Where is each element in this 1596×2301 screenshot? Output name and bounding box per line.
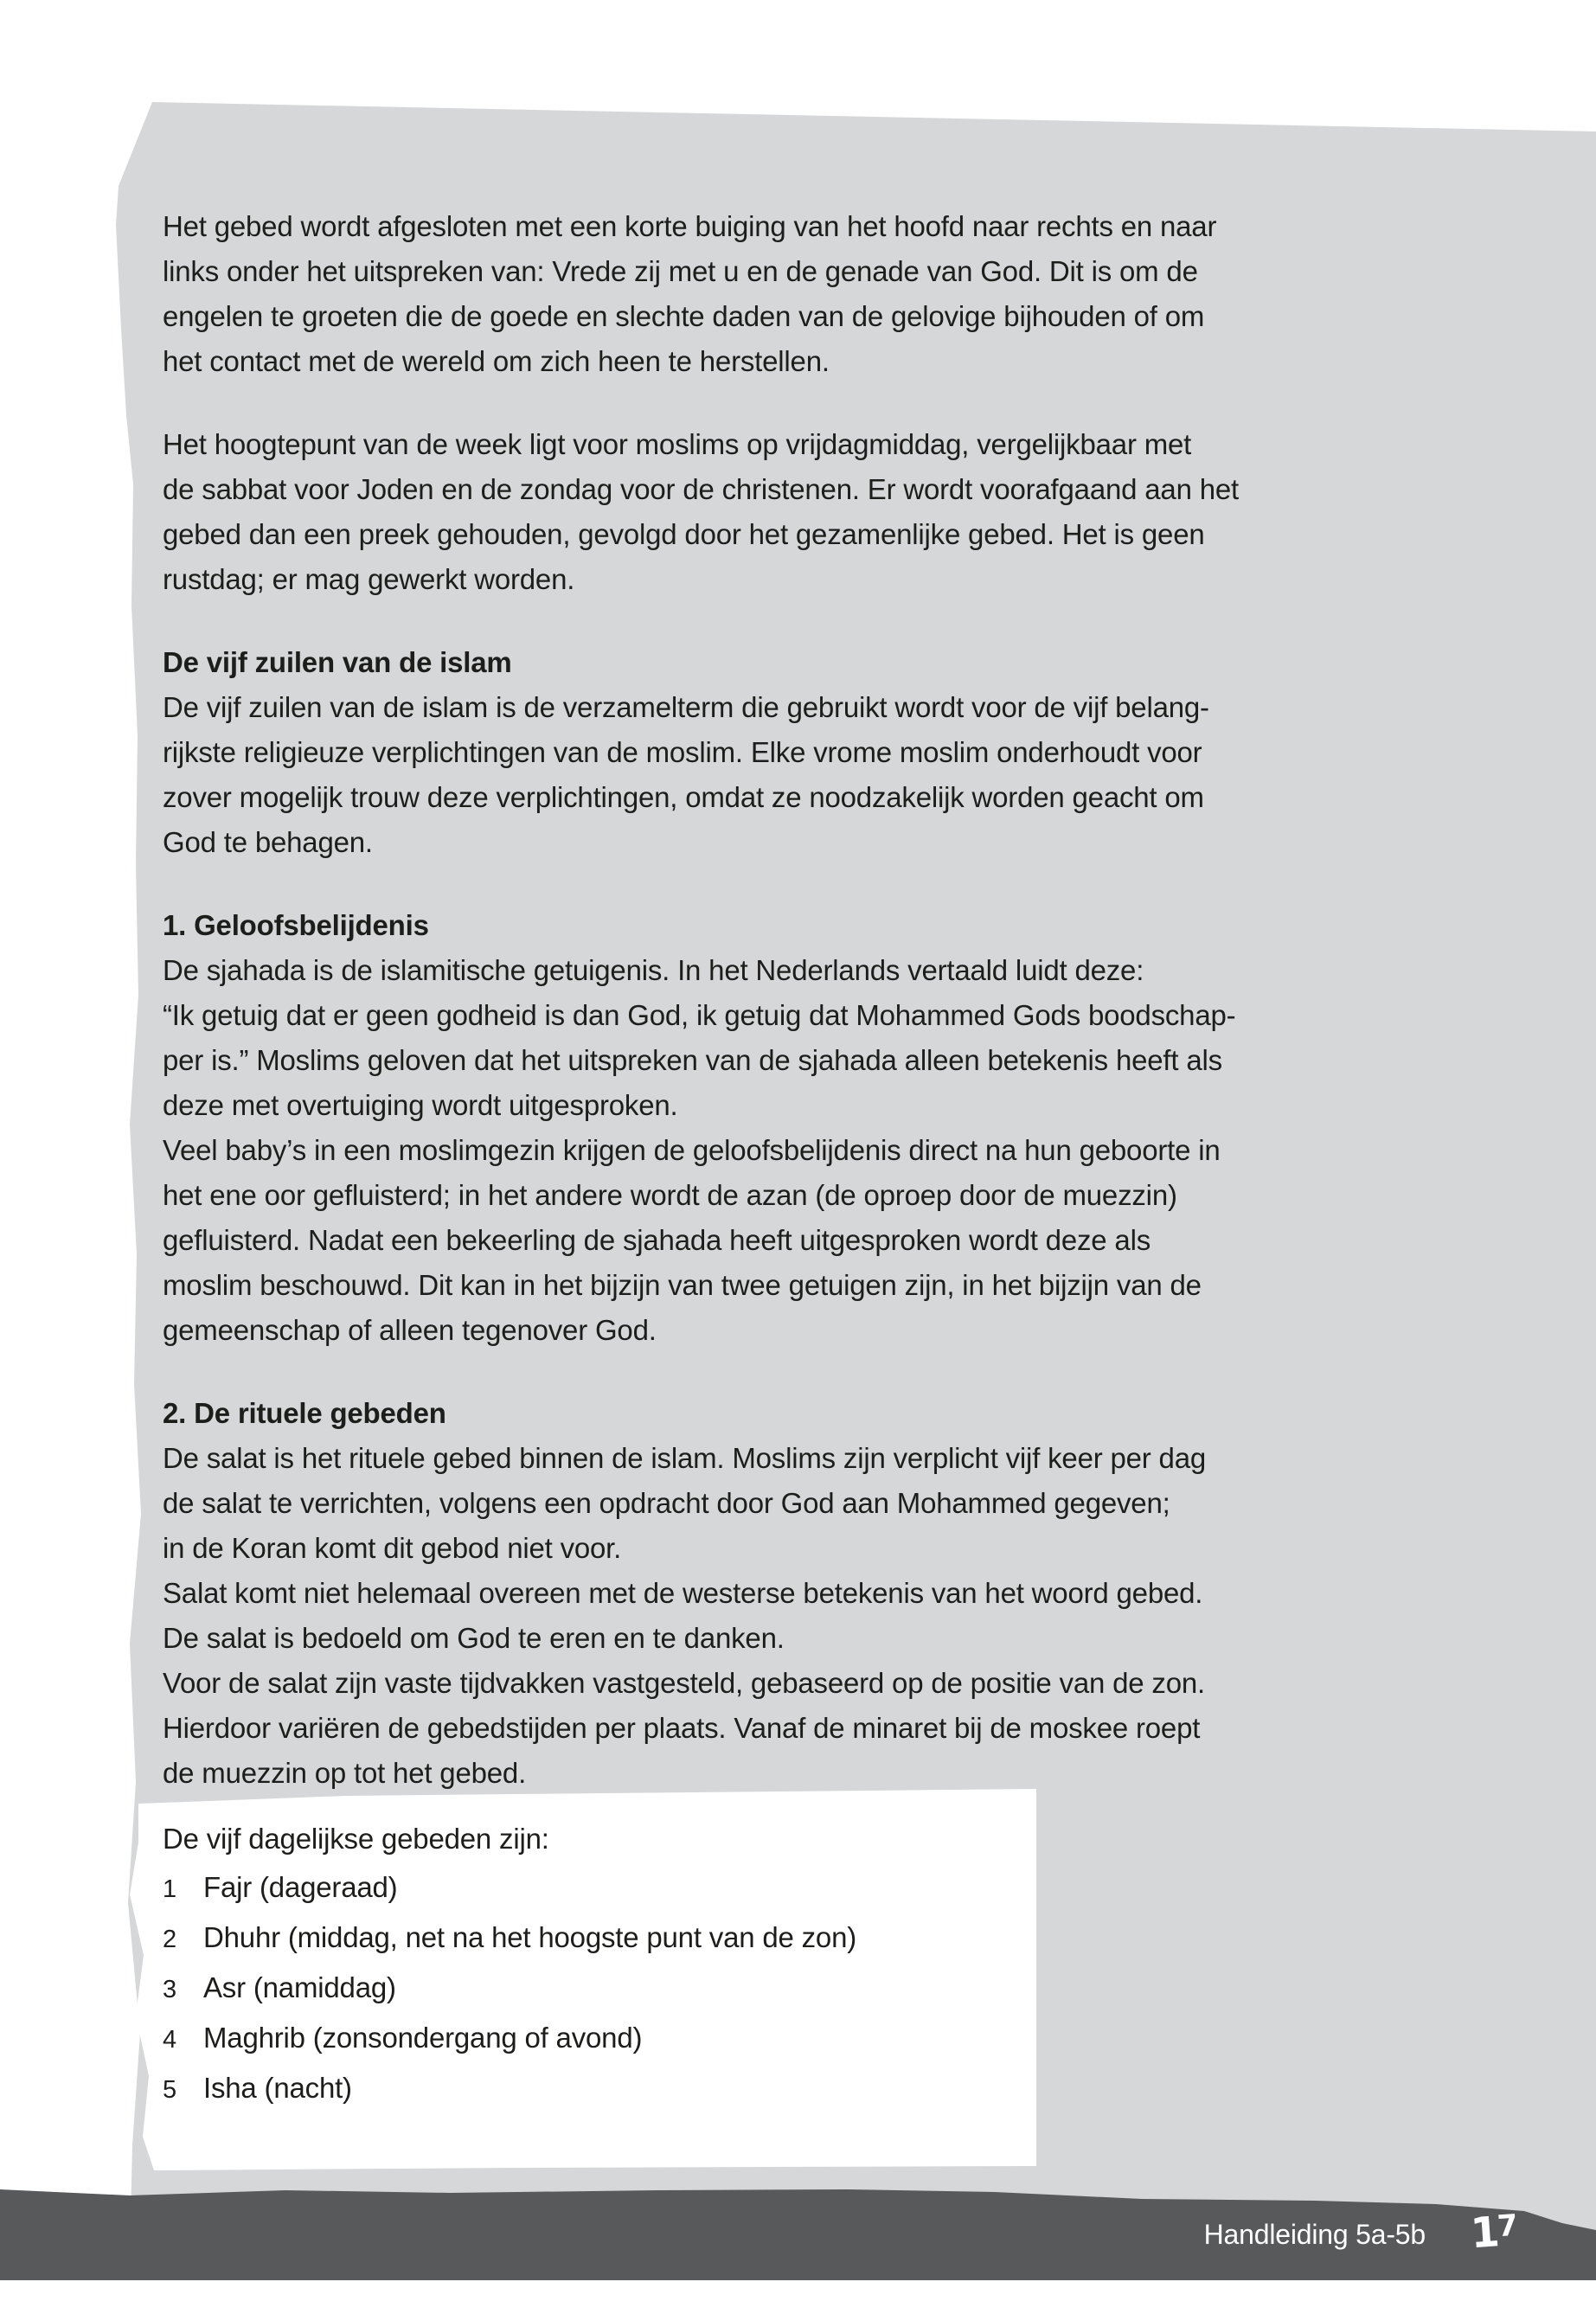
text-line: per is.” Moslims geloven dat het uitspreken van de sjahada alleen betekenis heeft als: [163, 1044, 1222, 1076]
text-line: De vijf zuilen van de islam is de verzamelterm die gebruikt wordt voor de vijf belang-: [163, 691, 1209, 723]
text-line: God te behagen.: [163, 826, 373, 858]
text-block: [163, 1391, 1239, 1796]
text-line: zover mogelijk trouw deze verplichtingen, omdat ze noodzakelijk worden geacht om: [163, 781, 1204, 813]
text-block: [163, 903, 1239, 1353]
text-line: gebed dan een preek gehouden, gevolgd door het gezamenlijke gebed. Het is geen: [163, 518, 1205, 550]
section-heading: 1. Geloofsbelijdenis: [163, 909, 429, 941]
text-line: De salat is het rituele gebed binnen de islam. Moslims zijn verplicht vijf keer per dag: [163, 1442, 1207, 1474]
text-line: moslim beschouwd. Dit kan in het bijzijn van twee getuigen zijn, in het bijzijn van de: [163, 1269, 1202, 1301]
section-heading: 2. De rituele gebeden: [163, 1397, 446, 1429]
section-heading: De vijf zuilen van de islam: [163, 646, 512, 678]
text-block: [163, 422, 1239, 602]
prayer-item-number: 5: [163, 2076, 176, 2104]
prayer-list-item: [163, 1964, 856, 2014]
text-line: De sjahada is de islamitische getuigenis. In het Nederlands vertaald luidt deze:: [163, 954, 1144, 986]
page-number-digit: 1: [1469, 2208, 1500, 2259]
prayer-item-number: 4: [163, 2026, 176, 2054]
text-line: in de Koran komt dit gebod niet voor.: [163, 1532, 622, 1564]
text-line: rijkste religieuze verplichtingen van de moslim. Elke vrome moslim onderhoudt voor: [163, 736, 1202, 768]
prayer-item-number: 1: [163, 1875, 176, 1903]
text-line: engelen te groeten die de goede en slechte daden van de gelovige bijhouden of om: [163, 300, 1205, 332]
prayer-times-box: [163, 1815, 856, 2114]
text-line: De salat is bedoeld om God te eren en te danken.: [163, 1622, 785, 1654]
prayer-list-item: [163, 2014, 856, 2064]
prayer-item-text: Fajr (dageraad): [203, 1871, 398, 1903]
text-line: de salat te verrichten, volgens een opdracht door God aan Mohammed gegeven;: [163, 1487, 1170, 1519]
text-line: deze met overtuiging wordt uitgesproken.: [163, 1089, 678, 1121]
text-line: “Ik getuig dat er geen godheid is dan God, ik getuig dat Mohammed Gods boodschap-: [163, 999, 1236, 1031]
text-line: gefluisterd. Nadat een bekeerling de sjahada heeft uitgesproken wordt deze als: [163, 1224, 1151, 1256]
box-intro-line: De vijf dagelijkse gebeden zijn:: [163, 1823, 549, 1855]
page-number: [1469, 2206, 1533, 2259]
text-block: [163, 640, 1239, 865]
text-line: de muezzin op tot het gebed.: [163, 1757, 527, 1789]
text-line: gemeenschap of alleen tegenover God.: [163, 1314, 657, 1346]
prayer-item-number: 2: [163, 1926, 176, 1953]
prayer-item-text: Maghrib (zonsondergang of avond): [203, 2022, 643, 2054]
text-line: Hierdoor variëren de gebedstijden per plaats. Vanaf de minaret bij de moskee roept: [163, 1712, 1201, 1744]
text-line: Het gebed wordt afgesloten met een korte buiging van het hoofd naar rechts en naar: [163, 210, 1217, 242]
text-line: rustdag; er mag gewerkt worden.: [163, 563, 575, 595]
text-line: Het hoogtepunt van de week ligt voor moslims op vrijdagmiddag, vergelijkbaar met: [163, 428, 1192, 460]
prayer-list-item: [163, 1863, 856, 1913]
prayer-list-item: [163, 2064, 856, 2114]
body-text-column: [163, 204, 1239, 1834]
prayer-item-number: 3: [163, 1976, 176, 2003]
prayer-item-text: Asr (namiddag): [203, 1971, 396, 2003]
text-line: Veel baby’s in een moslimgezin krijgen de geloofsbelijdenis direct na hun geboorte in: [163, 1134, 1221, 1166]
text-line: links onder het uitspreken van: Vrede zij met u en de genade van God. Dit is om de: [163, 255, 1198, 287]
text-line: de sabbat voor Joden en de zondag voor de christenen. Er wordt voorafgaand aan het: [163, 473, 1239, 505]
text-line: Voor de salat zijn vaste tijdvakken vastgesteld, gebaseerd op de positie van de zon.: [163, 1667, 1205, 1699]
prayer-list: [163, 1863, 856, 2114]
text-line: het ene oor gefluisterd; in het andere wordt de azan (de oproep door de muezzin): [163, 1179, 1177, 1211]
prayer-item-text: Isha (nacht): [203, 2072, 352, 2104]
text-block: [163, 204, 1239, 384]
prayer-list-item: [163, 1913, 856, 1964]
text-line: het contact met de wereld om zich heen te herstellen.: [163, 345, 830, 377]
prayer-item-text: Dhuhr (middag, net na het hoogste punt van de zon): [203, 1921, 857, 1953]
footer-title: Handleiding 5a-5b: [1203, 2219, 1426, 2250]
page-number-digit: 7: [1496, 2208, 1518, 2245]
text-line: Salat komt niet helemaal overeen met de westerse betekenis van het woord gebed.: [163, 1577, 1203, 1609]
